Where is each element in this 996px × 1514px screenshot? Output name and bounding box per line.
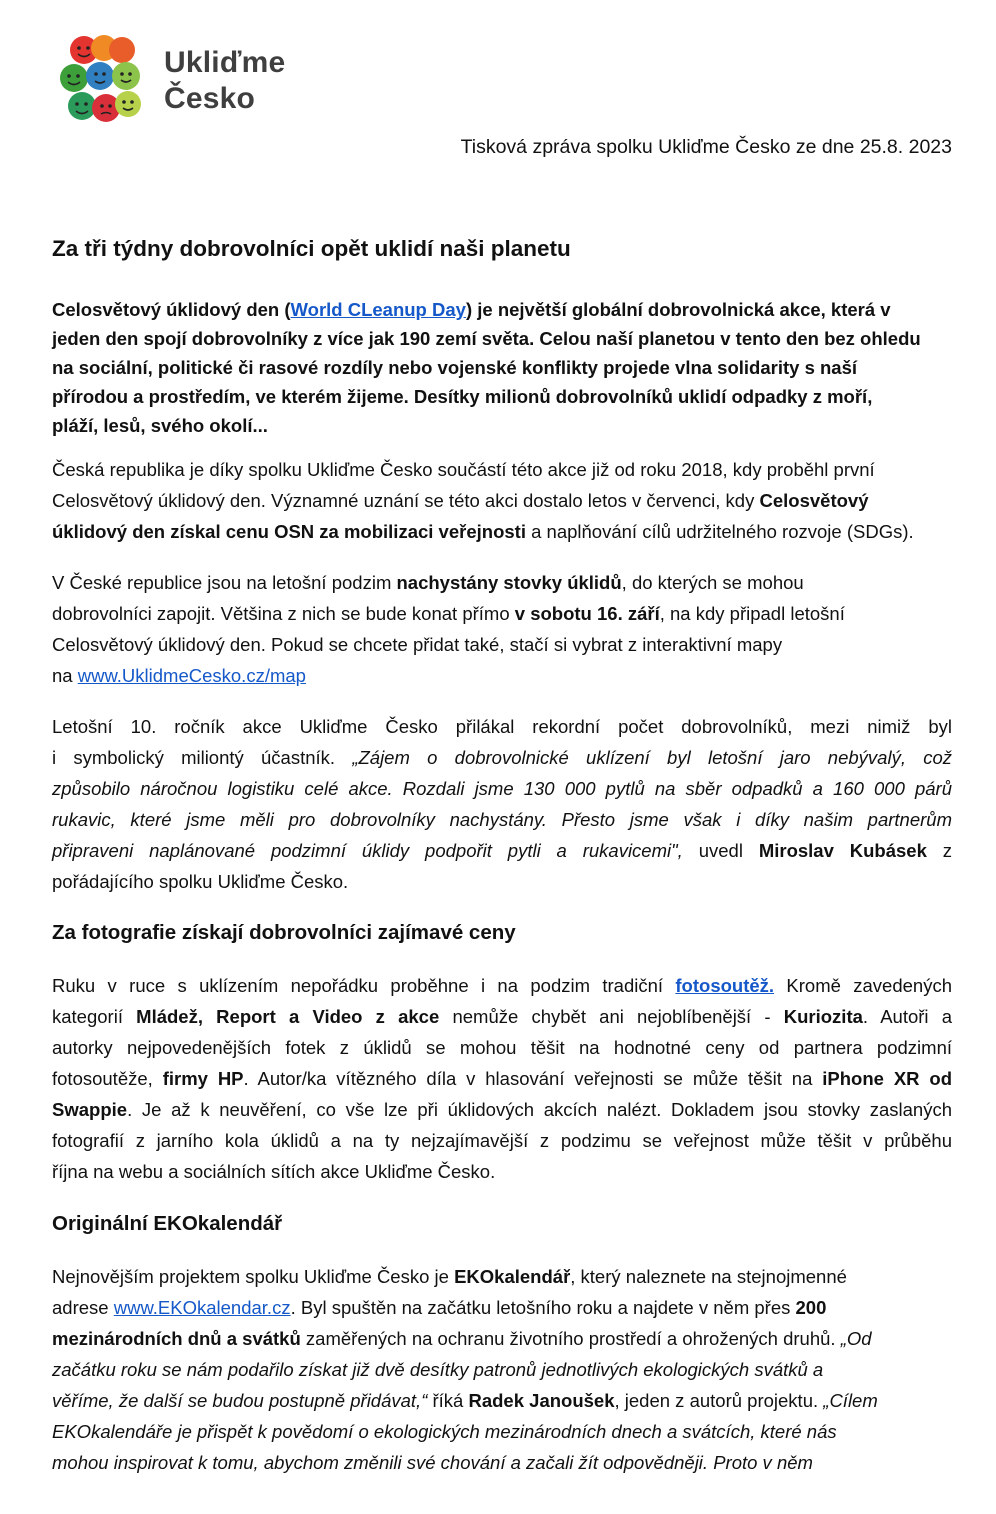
p4-line-5: Swappie. Je až k neuvěření, co vše lze při úklidových akcích nalézt. Dokladem jsou stovky zaslaných: [52, 1099, 952, 1120]
world-cleanup-day-link[interactable]: World CLeanup Day: [290, 299, 466, 320]
photo-contest-link[interactable]: fotosoutěž.: [675, 975, 775, 996]
p5-line-1: Nejnovějším projektem spolku Ukliďme Česko je EKOkalendář, který naleznete na stejnojmenné: [52, 1266, 847, 1287]
p2-line-2: dobrovolníci zapojit. Většina z nich se bude konat přímo v sobotu 16. září, na kdy připadl letošní: [52, 603, 845, 624]
logo: [56, 32, 316, 132]
logo-text-line1: Ukliďme: [164, 46, 286, 79]
p5-line-3: mezinárodních dnů a svátků zaměřených na ochranu životního prostředí a ohrožených druhů. „Od: [52, 1328, 872, 1349]
paragraph-3: [52, 711, 952, 897]
map-link[interactable]: www.UklidmeCesko.cz/map: [77, 665, 306, 686]
p4-line-6: fotografií z jarního kola úklidů a na ty nejzajímavější z podzimu se veřejnost může těšit v průběhu: [52, 1130, 952, 1151]
p3-line-4: rukavic, které jsme měli pro dobrovolníky nachystány. Přesto jsme však i díky našim partnerům: [52, 809, 952, 830]
p5-line-4: začátku roku se nám podařilo získat již dvě desítky patronů jednotlivých ekologických svátků a: [52, 1359, 824, 1380]
ekokalendar-link[interactable]: www.EKOkalendar.cz: [113, 1297, 291, 1318]
p4-line-1: Ruku v ruce s uklízením nepořádku proběhne i na podzim tradiční fotosoutěž. Kromě zavedených: [52, 975, 952, 996]
p3-line-6: pořádajícího spolku Ukliďme Česko.: [52, 871, 349, 892]
logo-faces-icon: [56, 32, 166, 132]
paragraph-2: [52, 567, 952, 691]
p2-line-1: V České republice jsou na letošní podzim nachystány stovky úklidů, do kterých se mohou: [52, 572, 804, 593]
p5-line-5: věříme, že další se budou postupně přidávat,“ říká Radek Janoušek, jeden z autorů projektu. „Cílem: [52, 1390, 878, 1411]
paragraph-5: [52, 1261, 952, 1478]
p5-line-2: adrese www.EKOkalendar.cz. Byl spuštěn na začátku letošního roku a najdete v něm přes 200: [52, 1297, 827, 1318]
p3-line-2: i symbolický miliontý účastník. „Zájem o dobrovolnické uklízení byl letošní jaro nebývalý, což: [52, 747, 953, 768]
p2-line-4: na www.UklidmeCesko.cz/map: [52, 665, 306, 686]
p2-line-3: Celosvětový úklidový den. Pokud se chcete přidat také, stačí si vybrat z interaktivní mapy: [52, 634, 783, 655]
lead-line-2: jeden den spojí dobrovolníky z více jak 190 zemí světa. Celou naší planetou v tento den bez ohledu: [52, 328, 921, 349]
p1-line-3: úklidový den získal cenu OSN za mobilizaci veřejnosti a naplňování cílů udržitelného rozvoje (SDGs).: [52, 521, 914, 542]
p3-line-3: způsobilo náročnou logistiku celé akce. Rozdali jsme 130 000 pytlů na sběr odpadků a 160 000 párů: [52, 778, 952, 799]
p4-line-4: fotosoutěže, firmy HP. Autor/ka vítězného díla v hlasování veřejnosti se může těšit na iPhone XR od: [52, 1068, 953, 1089]
lead-paragraph: [52, 295, 952, 440]
page-title: Za tři týdny dobrovolníci opět uklidí naši planetu: [52, 236, 571, 261]
p4-line-7: října na webu a sociálních sítích akce Ukliďme Česko.: [52, 1161, 496, 1182]
p1-line-1: Česká republika je díky spolku Ukliďme Česko součástí této akce již od roku 2018, kdy proběhl první: [52, 459, 875, 480]
lead-line-3: na sociální, politické či rasové rozdíly nebo vojenské konflikty projede vlna solidarity s naší: [52, 357, 858, 378]
p3-line-1: Letošní 10. ročník akce Ukliďme Česko přilákal rekordní počet dobrovolníků, mezi nimiž byl: [52, 716, 952, 737]
paragraph-4: [52, 970, 952, 1187]
p1-line-2: Celosvětový úklidový den. Významné uznání se této akci dostalo letos v červenci, kdy Celosvětový: [52, 490, 869, 511]
lead-line-1: Celosvětový úklidový den (World CLeanup Day) je největší globální dobrovolnická akce, která v: [52, 299, 891, 320]
lead-line-5: pláží, lesů, svého okolí...: [52, 415, 268, 436]
press-release-line: Tisková zpráva spolku Ukliďme Česko ze dne 25.8. 2023: [460, 136, 952, 158]
p3-line-5: připraveni naplánované podzimní úklidy podpořit pytli a rukavicemi", uvedl Miroslav Kubásek z: [52, 840, 952, 861]
p4-line-3: autorky nejpovedenějších fotek z úklidů se mohou těšit na hodnotné ceny od partnera podzimní: [52, 1037, 952, 1058]
paragraph-1: [52, 454, 952, 547]
p5-line-6: EKOkalendáře je přispět k povědomí o ekologických mezinárodních dnech a svátcích, které nás: [52, 1421, 837, 1442]
heading-photo-contest: Za fotografie získají dobrovolníci zajímavé ceny: [52, 921, 516, 944]
heading-ekokalendar: Originální EKOkalendář: [52, 1212, 283, 1235]
p5-line-7: mohou inspirovat k tomu, abychom změnili své chování a začali žít odpovědněji. Proto v něm: [52, 1452, 813, 1473]
logo-wordmark: [164, 45, 285, 117]
lead-line-4: přírodou a prostředím, ve kterém žijeme. Desítky milionů dobrovolníků uklidí odpadky z moří,: [52, 386, 873, 407]
p4-line-2: kategorií Mládež, Report a Video z akce nemůže chybět ani nejoblíbenější - Kuriozita. Autoři a: [52, 1006, 953, 1027]
logo-text-line2: Česko: [164, 82, 256, 115]
